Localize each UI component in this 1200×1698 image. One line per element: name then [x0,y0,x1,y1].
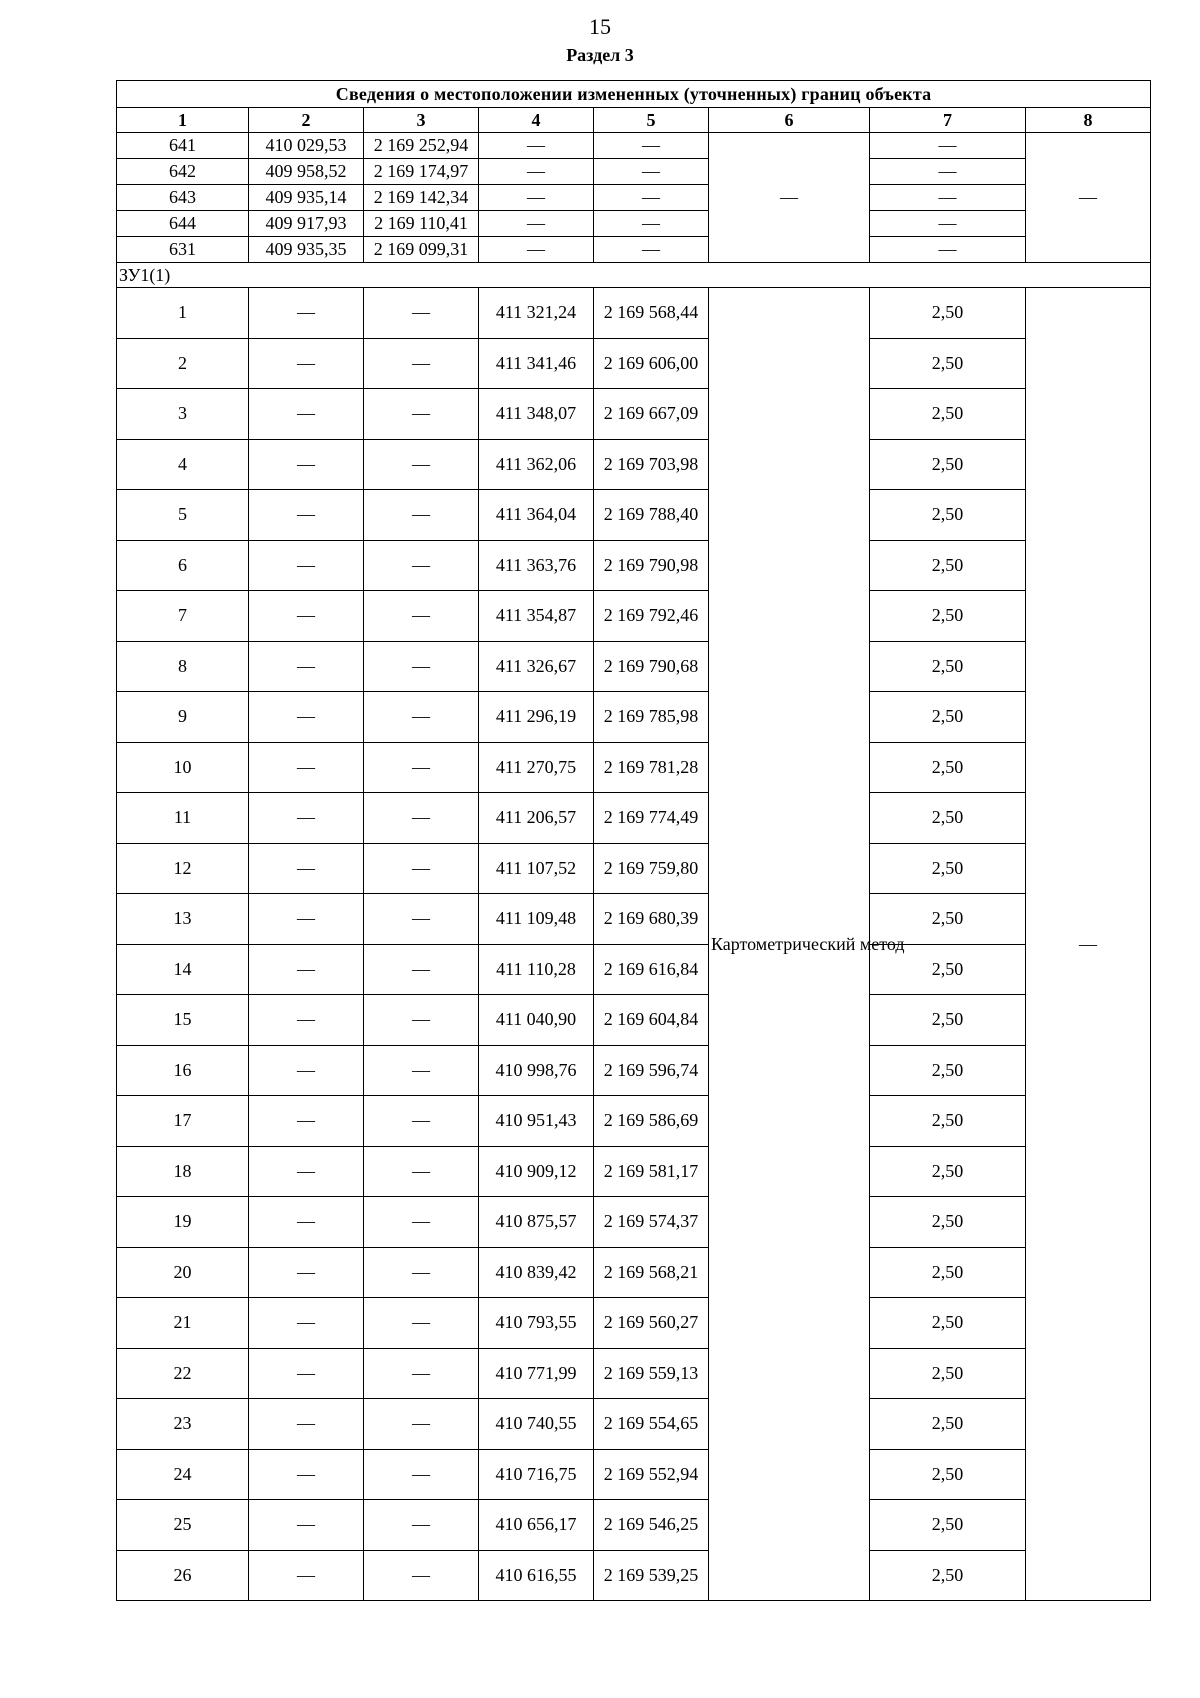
x-new-cell: 410 716,75 [479,1449,594,1500]
column-number: 7 [870,108,1026,133]
y-new-cell: — [594,185,709,211]
y-new-cell: 2 169 680,39 [594,894,709,945]
table-row [117,133,1151,159]
table-row [117,1096,1151,1147]
x-new-cell: — [479,237,594,263]
x-old-cell: 409 917,93 [249,211,364,237]
y-old-cell: — [364,894,479,945]
point-number-cell: 631 [117,237,249,263]
x-old-cell: — [249,490,364,541]
y-new-cell: 2 169 792,46 [594,591,709,642]
point-number-cell: 19 [117,1197,249,1248]
point-number-cell: 4 [117,439,249,490]
y-old-cell: — [364,944,479,995]
y-old-cell: — [364,1298,479,1349]
y-new-cell: — [594,133,709,159]
accuracy-cell: 2,50 [870,1146,1026,1197]
column-number: 1 [117,108,249,133]
y-old-cell: 2 169 099,31 [364,237,479,263]
x-old-cell: — [249,843,364,894]
table-row [117,1399,1151,1450]
x-new-cell: 411 040,90 [479,995,594,1046]
table-row [117,1550,1151,1601]
accuracy-cell: 2,50 [870,1550,1026,1601]
x-old-cell: 410 029,53 [249,133,364,159]
x-old-cell: — [249,1197,364,1248]
x-new-cell: 410 875,57 [479,1197,594,1248]
table-row [117,1247,1151,1298]
table-row [117,1197,1151,1248]
x-old-cell: — [249,894,364,945]
point-number-cell: 641 [117,133,249,159]
y-new-cell: 2 169 790,98 [594,540,709,591]
y-old-cell: 2 169 142,34 [364,185,479,211]
accuracy-cell: 2,50 [870,490,1026,541]
page-number: 15 [589,14,611,39]
y-new-cell: 2 169 546,25 [594,1500,709,1551]
x-new-cell: — [479,185,594,211]
y-old-cell: — [364,793,479,844]
y-old-cell: — [364,1500,479,1551]
x-new-cell: 410 793,55 [479,1298,594,1349]
point-number-cell: 20 [117,1247,249,1298]
y-new-cell: 2 169 552,94 [594,1449,709,1500]
table-row [117,692,1151,743]
y-old-cell: — [364,540,479,591]
point-number-cell: 6 [117,540,249,591]
x-old-cell: — [249,338,364,389]
column-number: 2 [249,108,364,133]
accuracy-cell: — [870,237,1026,263]
y-old-cell: — [364,1348,479,1399]
accuracy-cell: 2,50 [870,439,1026,490]
table-row [117,439,1151,490]
point-number-cell: 8 [117,641,249,692]
point-number-cell: 22 [117,1348,249,1399]
table-row [117,894,1151,945]
y-new-cell: 2 169 774,49 [594,793,709,844]
y-old-cell: — [364,641,479,692]
accuracy-cell: 2,50 [870,1247,1026,1298]
accuracy-cell: — [870,185,1026,211]
y-new-cell: 2 169 759,80 [594,843,709,894]
x-old-cell: — [249,742,364,793]
y-old-cell: — [364,288,479,339]
y-old-cell: — [364,591,479,642]
y-new-cell: 2 169 574,37 [594,1197,709,1248]
accuracy-cell: 2,50 [870,1500,1026,1551]
x-old-cell: 409 935,35 [249,237,364,263]
y-old-cell: — [364,1550,479,1601]
x-old-cell: — [249,288,364,339]
y-old-cell: 2 169 110,41 [364,211,479,237]
y-new-cell: 2 169 539,25 [594,1550,709,1601]
point-number-cell: 16 [117,1045,249,1096]
y-old-cell: — [364,1247,479,1298]
table-row [117,237,1151,263]
y-old-cell: — [364,439,479,490]
y-new-cell: 2 169 568,44 [594,288,709,339]
point-number-cell: 1 [117,288,249,339]
point-number-cell: 17 [117,1096,249,1147]
accuracy-cell: — [870,211,1026,237]
table-row [117,288,1151,339]
description-cell: — [1026,288,1151,1601]
y-old-cell: — [364,490,479,541]
x-new-cell: 411 107,52 [479,843,594,894]
accuracy-cell: 2,50 [870,692,1026,743]
accuracy-cell: 2,50 [870,1399,1026,1450]
accuracy-cell: 2,50 [870,591,1026,642]
column-number-row [117,108,1151,133]
accuracy-cell: 2,50 [870,288,1026,339]
point-number-cell: 15 [117,995,249,1046]
accuracy-cell: 2,50 [870,742,1026,793]
column-number: 4 [479,108,594,133]
point-number-cell: 24 [117,1449,249,1500]
table-row [117,338,1151,389]
point-number-cell: 644 [117,211,249,237]
y-new-cell: 2 169 606,00 [594,338,709,389]
y-old-cell: — [364,1449,479,1500]
table-row [117,211,1151,237]
accuracy-cell: 2,50 [870,389,1026,440]
accuracy-cell: — [870,133,1026,159]
section-title: Раздел 3 [566,45,634,65]
table-row [117,843,1151,894]
point-number-cell: 2 [117,338,249,389]
x-old-cell: — [249,1096,364,1147]
boundary-coordinates-table [116,80,1151,1601]
point-number-cell: 11 [117,793,249,844]
x-new-cell: 410 909,12 [479,1146,594,1197]
x-old-cell: — [249,1298,364,1349]
point-number-cell: 5 [117,490,249,541]
y-old-cell: — [364,1197,479,1248]
point-number-cell: 23 [117,1399,249,1450]
x-new-cell: 411 341,46 [479,338,594,389]
y-new-cell: 2 169 788,40 [594,490,709,541]
x-old-cell: — [249,1449,364,1500]
point-number-cell: 13 [117,894,249,945]
point-number-cell: 14 [117,944,249,995]
point-number-cell: 26 [117,1550,249,1601]
x-new-cell: 411 296,19 [479,692,594,743]
point-number-cell: 10 [117,742,249,793]
table-caption: Сведения о местоположении измененных (уточненных) границ объекта [117,81,1151,108]
x-new-cell: 411 206,57 [479,793,594,844]
x-old-cell: — [249,1146,364,1197]
group-label: ЗУ1(1) [117,263,1151,288]
point-number-cell: 21 [117,1298,249,1349]
x-new-cell: 410 839,42 [479,1247,594,1298]
accuracy-cell: 2,50 [870,338,1026,389]
x-new-cell: 411 348,07 [479,389,594,440]
table-row [117,1146,1151,1197]
table-row [117,389,1151,440]
table-row [117,995,1151,1046]
y-new-cell: 2 169 604,84 [594,995,709,1046]
x-old-cell: — [249,641,364,692]
y-old-cell: 2 169 174,97 [364,159,479,185]
table-row [117,793,1151,844]
x-new-cell: 410 998,76 [479,1045,594,1096]
y-old-cell: 2 169 252,94 [364,133,479,159]
accuracy-cell: 2,50 [870,1348,1026,1399]
y-old-cell: — [364,1096,479,1147]
x-new-cell: 410 951,43 [479,1096,594,1147]
y-old-cell: — [364,995,479,1046]
y-old-cell: — [364,1399,479,1450]
column-number: 6 [709,108,870,133]
table-row [117,1045,1151,1096]
y-new-cell: 2 169 790,68 [594,641,709,692]
x-old-cell: — [249,389,364,440]
x-new-cell: 411 326,67 [479,641,594,692]
x-new-cell: 410 656,17 [479,1500,594,1551]
accuracy-cell: 2,50 [870,793,1026,844]
x-new-cell: 411 364,04 [479,490,594,541]
y-old-cell: — [364,389,479,440]
x-old-cell: 409 935,14 [249,185,364,211]
accuracy-cell: 2,50 [870,1045,1026,1096]
y-old-cell: — [364,1146,479,1197]
column-number: 5 [594,108,709,133]
y-old-cell: — [364,338,479,389]
table-row [117,159,1151,185]
x-old-cell: — [249,995,364,1046]
x-new-cell: 410 771,99 [479,1348,594,1399]
point-number-cell: 7 [117,591,249,642]
accuracy-cell: 2,50 [870,1096,1026,1147]
column-number: 3 [364,108,479,133]
y-new-cell: 2 169 559,13 [594,1348,709,1399]
point-number-cell: 9 [117,692,249,743]
x-old-cell: — [249,1399,364,1450]
x-new-cell: 410 616,55 [479,1550,594,1601]
table-row [117,490,1151,541]
table-row [117,742,1151,793]
x-new-cell: — [479,159,594,185]
point-number-cell: 3 [117,389,249,440]
y-new-cell: — [594,211,709,237]
column-number: 8 [1026,108,1151,133]
method-cell: Картометрический метод [709,288,870,1601]
y-new-cell: 2 169 616,84 [594,944,709,995]
x-old-cell: — [249,1500,364,1551]
accuracy-cell: 2,50 [870,843,1026,894]
table-row [117,591,1151,642]
x-new-cell: 411 321,24 [479,288,594,339]
y-new-cell: 2 169 667,09 [594,389,709,440]
x-old-cell: — [249,1550,364,1601]
x-new-cell: 411 354,87 [479,591,594,642]
y-new-cell: 2 169 596,74 [594,1045,709,1096]
table-row [117,540,1151,591]
y-new-cell: 2 169 785,98 [594,692,709,743]
table-row [117,1449,1151,1500]
table-row [117,641,1151,692]
accuracy-cell: 2,50 [870,1298,1026,1349]
table-row [117,1500,1151,1551]
y-new-cell: 2 169 568,21 [594,1247,709,1298]
x-new-cell: — [479,211,594,237]
x-new-cell: 411 110,28 [479,944,594,995]
accuracy-cell: 2,50 [870,540,1026,591]
x-old-cell: — [249,439,364,490]
x-old-cell: — [249,1247,364,1298]
table-row [117,944,1151,995]
y-old-cell: — [364,742,479,793]
accuracy-cell: — [870,159,1026,185]
y-new-cell: 2 169 586,69 [594,1096,709,1147]
x-new-cell: 411 363,76 [479,540,594,591]
y-new-cell: 2 169 560,27 [594,1298,709,1349]
y-old-cell: — [364,843,479,894]
point-number-cell: 642 [117,159,249,185]
point-number-cell: 25 [117,1500,249,1551]
x-old-cell: — [249,793,364,844]
x-old-cell: — [249,1045,364,1096]
x-new-cell: 410 740,55 [479,1399,594,1450]
table-row [117,1298,1151,1349]
point-number-cell: 12 [117,843,249,894]
table-row [117,1348,1151,1399]
accuracy-cell: 2,50 [870,1449,1026,1500]
y-new-cell: 2 169 581,17 [594,1146,709,1197]
group-header-row [117,263,1151,288]
x-new-cell: 411 109,48 [479,894,594,945]
point-number-cell: 643 [117,185,249,211]
y-new-cell: — [594,159,709,185]
accuracy-cell: 2,50 [870,1197,1026,1248]
y-new-cell: — [594,237,709,263]
y-new-cell: 2 169 554,65 [594,1399,709,1450]
y-new-cell: 2 169 781,28 [594,742,709,793]
x-old-cell: — [249,944,364,995]
method-cell: — [709,133,870,263]
y-old-cell: — [364,1045,479,1096]
accuracy-cell: 2,50 [870,995,1026,1046]
x-old-cell: — [249,540,364,591]
x-new-cell: — [479,133,594,159]
x-old-cell: — [249,692,364,743]
y-old-cell: — [364,692,479,743]
x-old-cell: — [249,1348,364,1399]
x-old-cell: — [249,591,364,642]
description-cell: — [1026,133,1151,263]
x-new-cell: 411 270,75 [479,742,594,793]
accuracy-cell: 2,50 [870,894,1026,945]
accuracy-cell: 2,50 [870,944,1026,995]
table-row [117,185,1151,211]
point-number-cell: 18 [117,1146,249,1197]
accuracy-cell: 2,50 [870,641,1026,692]
y-new-cell: 2 169 703,98 [594,439,709,490]
x-new-cell: 411 362,06 [479,439,594,490]
x-old-cell: 409 958,52 [249,159,364,185]
